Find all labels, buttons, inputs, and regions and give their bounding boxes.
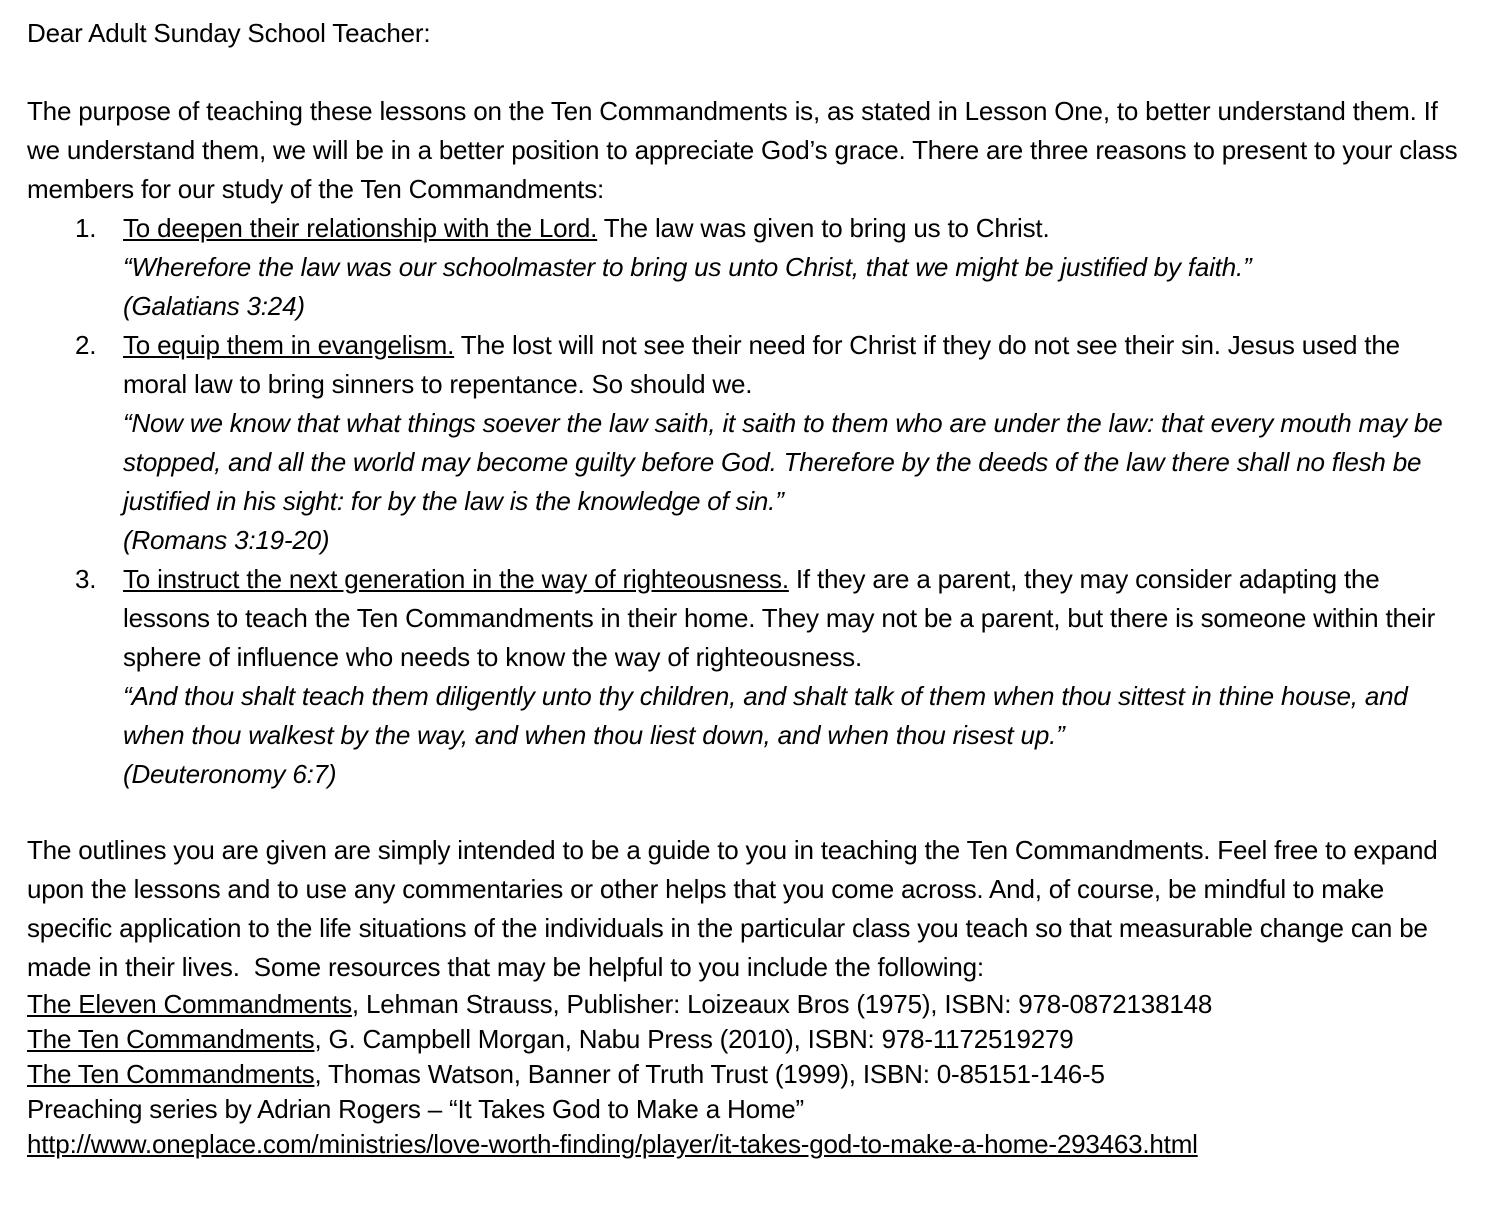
book-details: , G. Campbell Morgan, Nabu Press (2010), ISBN: 978-1172519279 <box>314 1024 1074 1054</box>
reason-body: The lost will not see their need for Christ if they do not see their sin. Jesus used the moral law to bring sinners to repentance. So should we. <box>123 330 1400 399</box>
salutation: Dear Adult Sunday School Teacher: <box>27 18 431 48</box>
closing-paragraph: The outlines you are given are simply intended to be a guide to you in teaching the Ten Commandments. Feel free to expand upon the lessons and to use any commentaries or other helps that you come across. And, of course, be mindful to make specific application to the life situations of the individuals in the particular class you teach so that measurable change can be made in their lives. Some resources that may be helpful to you include the following: <box>27 835 1438 982</box>
list-item-content <box>123 560 1468 794</box>
list-item-content <box>123 326 1468 560</box>
scripture-quote: “Wherefore the law was our schoolmaster to bring us unto Christ, that we might be justified by faith.” <box>123 252 1252 282</box>
scripture-reference: (Romans 3:19-20) <box>123 525 330 555</box>
scripture-quote: “Now we know that what things soever the law saith, it saith to them who are under the law: that every mouth may be stopped, and all the world may become guilty before God. Therefore by the deeds of the law there shall no flesh be justified in his sight: for by the law is the knowledge of sin.” <box>123 408 1443 516</box>
list-item-content <box>123 209 1468 326</box>
reason-body: If they are a parent, they may consider adapting the lessons to teach the Ten Commandments in their home. They may not be a parent, but there is someone within their sphere of influence who needs to know the way of righteousness. <box>123 564 1436 672</box>
preaching-series-line: Preaching series by Adrian Rogers – “It Takes God to Make a Home” <box>27 1094 805 1124</box>
url-link[interactable]: http://www.oneplace.com/ministries/love-worth-finding/player/it-takes-god-to-make-a-home-293463.html <box>27 1129 1198 1159</box>
list-number: 2. <box>75 330 97 360</box>
resource-list <box>27 987 1468 1162</box>
intro-paragraph: The purpose of teaching these lessons on the Ten Commandments is, as stated in Lesson One, to better understand them. If we understand them, we will be in a better position to appreciate God’s grace. There are three reasons to present to your class members for our study of the Ten Commandments: <box>27 96 1458 204</box>
resource-link-line <box>27 1127 1468 1162</box>
scripture-reference: (Deuteronomy 6:7) <box>123 759 337 789</box>
list-item <box>27 326 1468 560</box>
list-number: 3. <box>75 564 97 594</box>
reasons-list <box>27 209 1468 794</box>
book-title: The Ten Commandments <box>27 1059 315 1089</box>
resource-line <box>27 987 1468 1022</box>
book-details: , Thomas Watson, Banner of Truth Trust (1999), ISBN: 0-85151-146-5 <box>314 1059 1105 1089</box>
book-title: The Eleven Commandments <box>27 989 352 1019</box>
list-number: 1. <box>75 213 97 243</box>
book-details: , Lehman Strauss, Publisher: Loizeaux Bros (1975), ISBN: 978-0872138148 <box>351 989 1213 1019</box>
reason-body: The law was given to bring us to Christ. <box>603 213 1050 243</box>
resource-line <box>27 1057 1468 1092</box>
scripture-quote: “And thou shalt teach them diligently unto thy children, and shalt talk of them when thou sittest in thine house, and when thou walkest by the way, and when thou liest down, and when thou risest up.” <box>123 681 1408 750</box>
reason-lead: To instruct the next generation in the way of righteousness. <box>123 564 789 594</box>
resource-line <box>27 1022 1468 1057</box>
reason-lead: To deepen their relationship with the Lord. <box>123 213 598 243</box>
reason-lead: To equip them in evangelism. <box>123 330 455 360</box>
scripture-reference: (Galatians 3:24) <box>123 291 305 321</box>
book-title: The Ten Commandments <box>27 1024 315 1054</box>
list-item <box>27 560 1468 794</box>
list-item <box>27 209 1468 326</box>
